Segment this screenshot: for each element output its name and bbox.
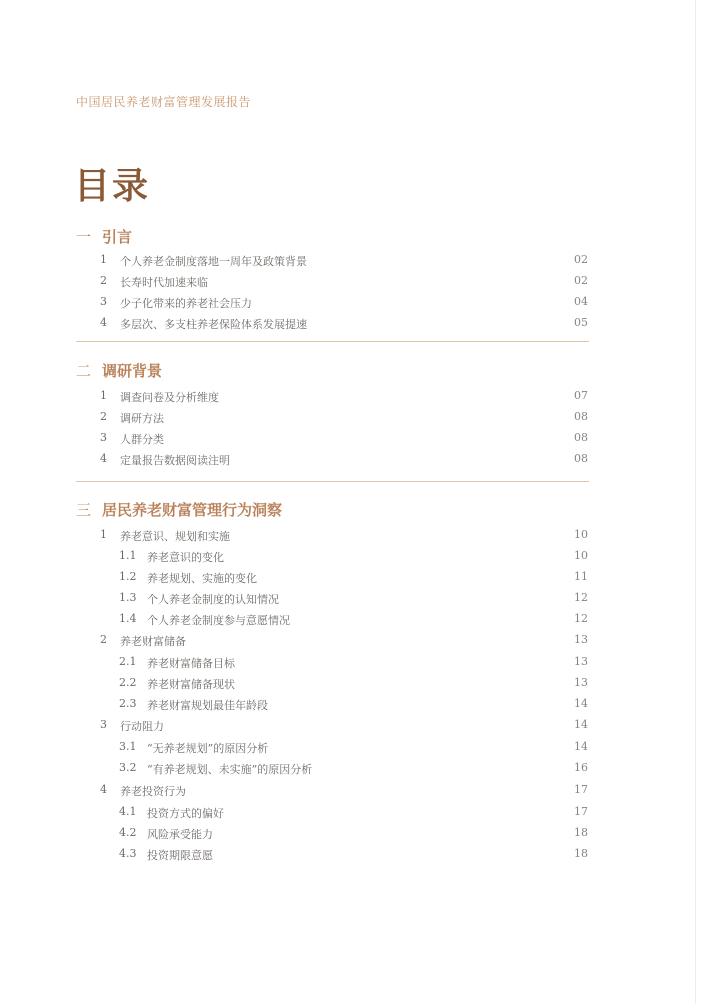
- toc-title: 定量报告数据阅读注明: [120, 454, 230, 467]
- toc-number: 1: [100, 389, 107, 402]
- toc-title: “有养老规划、未实施”的原因分析: [147, 763, 313, 776]
- toc-entry[interactable]: [0, 633, 710, 651]
- toc-title: 多层次、多支柱养老保险体系发展提速: [120, 318, 307, 331]
- section-number: 二: [76, 362, 92, 380]
- toc-entry[interactable]: [0, 410, 710, 428]
- toc-title: 养老财富储备现状: [147, 678, 235, 691]
- section-number: 一: [76, 228, 92, 246]
- section-heading-1[interactable]: [76, 226, 132, 247]
- toc-page: 17: [574, 783, 588, 796]
- toc-entry[interactable]: [0, 783, 710, 801]
- toc-number: 3.2: [119, 761, 137, 774]
- toc-number: 3.1: [119, 740, 137, 753]
- toc-number: 1.2: [119, 570, 137, 583]
- toc-title: 个人养老金制度的认知情况: [147, 593, 279, 606]
- page-title: 目录: [74, 165, 151, 207]
- toc-page: 16: [574, 761, 588, 774]
- toc-entry[interactable]: [0, 452, 710, 470]
- toc-number: 4.3: [119, 847, 137, 860]
- toc-title: 调研方法: [120, 412, 164, 425]
- toc-page: 07: [574, 389, 588, 402]
- toc-page: 04: [574, 295, 588, 308]
- toc-number: 3: [100, 718, 107, 731]
- toc-page: 08: [574, 410, 588, 423]
- toc-number: 1: [100, 528, 107, 541]
- toc-entry[interactable]: [0, 295, 710, 313]
- toc-page: 08: [574, 431, 588, 444]
- toc-number: 2.2: [119, 676, 137, 689]
- section-title: 居民养老财富管理行为洞察: [102, 501, 283, 519]
- toc-number: 4: [100, 452, 107, 465]
- toc-page: 14: [574, 740, 588, 753]
- toc-page: 02: [574, 274, 588, 287]
- toc-title: 投资方式的偏好: [147, 807, 224, 820]
- toc-number: 3: [100, 295, 107, 308]
- section-heading-2[interactable]: [76, 360, 162, 381]
- toc-subentry[interactable]: [0, 740, 710, 758]
- toc-subentry[interactable]: [0, 805, 710, 823]
- toc-page: 14: [574, 697, 588, 710]
- toc-entry[interactable]: [0, 528, 710, 546]
- toc-number: 4.2: [119, 826, 137, 839]
- toc-page: 13: [574, 676, 588, 689]
- toc-page: 08: [574, 452, 588, 465]
- toc-title: 养老规划、实施的变化: [147, 572, 257, 585]
- report-header: 中国居民养老财富管理发展报告: [76, 95, 252, 109]
- toc-title: 养老意识、规划和实施: [120, 530, 230, 543]
- toc-title: 个人养老金制度参与意愿情况: [147, 614, 290, 627]
- toc-title: 调查问卷及分析维度: [120, 391, 219, 404]
- toc-number: 2: [100, 633, 107, 646]
- toc-number: 1.4: [119, 612, 137, 625]
- toc-page: 18: [574, 847, 588, 860]
- toc-number: 3: [100, 431, 107, 444]
- toc-number: 4: [100, 316, 107, 329]
- toc-title: “无养老规划”的原因分析: [147, 742, 269, 755]
- toc-entry[interactable]: [0, 316, 710, 334]
- toc-subentry[interactable]: [0, 570, 710, 588]
- toc-subentry[interactable]: [0, 612, 710, 630]
- toc-entry[interactable]: [0, 253, 710, 271]
- section-title: 调研背景: [102, 362, 163, 380]
- toc-subentry[interactable]: [0, 655, 710, 673]
- toc-number: 2: [100, 410, 107, 423]
- toc-title: 投资期限意愿: [147, 849, 213, 862]
- toc-subentry[interactable]: [0, 761, 710, 779]
- toc-subentry[interactable]: [0, 697, 710, 715]
- toc-subentry[interactable]: [0, 549, 710, 567]
- toc-title: 养老意识的变化: [147, 551, 224, 564]
- toc-title: 长寿时代加速来临: [120, 276, 208, 289]
- toc-number: 1.1: [119, 549, 137, 562]
- toc-entry[interactable]: [0, 274, 710, 292]
- toc-number: 4: [100, 783, 107, 796]
- toc-title: 养老投资行为: [120, 785, 186, 798]
- toc-page: 14: [574, 718, 588, 731]
- toc-number: 2.3: [119, 697, 137, 710]
- toc-subentry[interactable]: [0, 591, 710, 609]
- toc-page: 12: [574, 591, 588, 604]
- toc-page: 13: [574, 655, 588, 668]
- toc-number: 2: [100, 274, 107, 287]
- section-number: 三: [76, 501, 92, 519]
- toc-page: 05: [574, 316, 588, 329]
- toc-number: 1: [100, 253, 107, 266]
- section-title: 引言: [102, 228, 133, 246]
- toc-page: 02: [574, 253, 588, 266]
- toc-title: 少子化带来的养老社会压力: [120, 297, 252, 310]
- toc-title: 养老财富储备: [120, 635, 186, 648]
- section-heading-3[interactable]: [76, 499, 282, 520]
- toc-page: 11: [574, 570, 588, 583]
- toc-subentry[interactable]: [0, 847, 710, 865]
- toc-page: 13: [574, 633, 588, 646]
- toc-title: 养老财富储备目标: [147, 657, 235, 670]
- toc-number: 4.1: [119, 805, 137, 818]
- toc-title: 风险承受能力: [147, 828, 213, 841]
- toc-page: 10: [574, 528, 588, 541]
- toc-subentry[interactable]: [0, 676, 710, 694]
- toc-page: 17: [574, 805, 588, 818]
- toc-entry[interactable]: [0, 431, 710, 449]
- toc-entry[interactable]: [0, 718, 710, 736]
- toc-page: 10: [574, 549, 588, 562]
- toc-page: 18: [574, 826, 588, 839]
- toc-title: 行动阻力: [120, 720, 164, 733]
- toc-title: 人群分类: [120, 433, 164, 446]
- toc-number: 1.3: [119, 591, 137, 604]
- toc-subentry[interactable]: [0, 826, 710, 844]
- toc-title: 个人养老金制度落地一周年及政策背景: [120, 255, 307, 268]
- toc-page: 12: [574, 612, 588, 625]
- toc-entry[interactable]: [0, 389, 710, 407]
- toc-number: 2.1: [119, 655, 137, 668]
- section-divider: [76, 341, 589, 342]
- toc-title: 养老财富规划最佳年龄段: [147, 699, 268, 712]
- section-divider: [76, 481, 589, 482]
